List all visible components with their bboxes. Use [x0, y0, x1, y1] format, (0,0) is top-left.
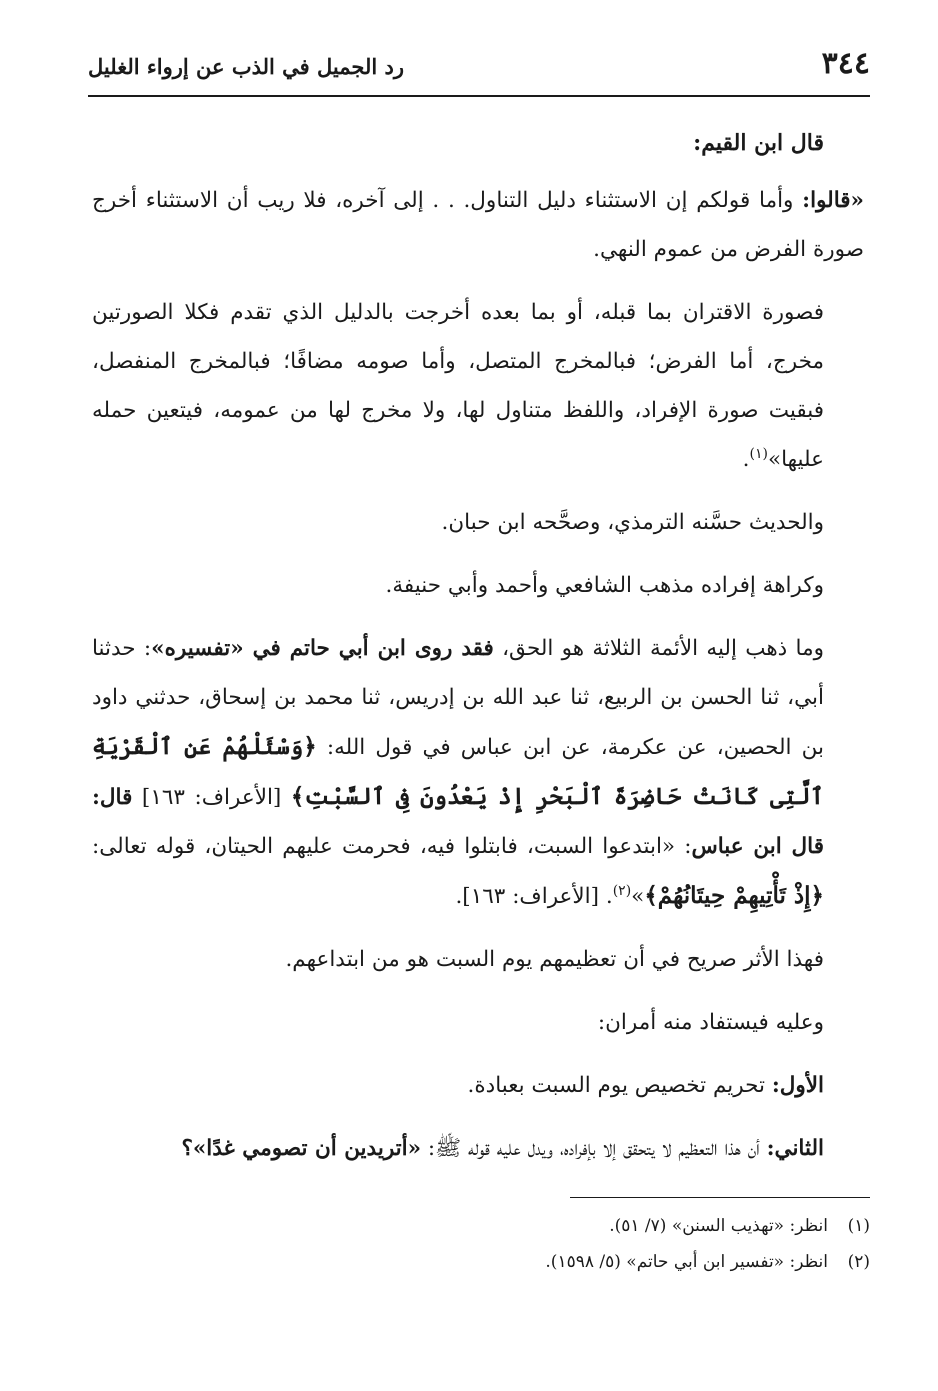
footnote-ref-1[interactable]: (١) [749, 445, 768, 462]
running-title: رد الجميل في الذب عن إرواء الغليل [88, 54, 404, 79]
paragraph-5-text-d: : «ابتدعوا السبت، فابتلوا فيه، فحرمت عليهم الحيتان، قوله تعالى: [92, 834, 692, 859]
paragraph-6: فهذا الأثر صريح في أن تعظيمهم يوم السبت هو من ابتداعهم. [285, 947, 824, 972]
footnote-2-text: انظر: «تفسير ابن أبي حاتم» (٥/ ١٥٩٨). [545, 1252, 828, 1272]
paragraph-9 [92, 1124, 864, 1173]
paragraph-8 [92, 1061, 864, 1110]
paragraph-5-bold-b: قال: قال ابن عباس [92, 785, 825, 859]
footnote-ref-2[interactable]: (٢) [612, 882, 632, 899]
footnote-divider [570, 1197, 870, 1198]
paragraph-3: والحديث حسَّنه الترمذي، وصحَّحه ابن حبان. [441, 510, 824, 535]
section-heading: قال ابن القيم: [693, 130, 824, 156]
paragraph-5 [92, 624, 864, 921]
paragraph-9-text: أن هذا التعظيم لا يتحقق إلا بإفراده، ويدل عليه قوله ﷺ: [421, 1136, 767, 1161]
paragraph-1-bold: «قالوا: [802, 188, 864, 213]
paragraph-1-text: وأما قولكم إن الاستثناء دليل التناول. . . إلى آخره، فلا ريب أن الاستثناء أخرج صورة الفرض من عموم النهي. [92, 188, 864, 262]
header-divider [88, 95, 870, 97]
footnote-2-number: (٢) [847, 1252, 870, 1272]
paragraph-5-text-c: [الأعراف: ١٦٣] [132, 785, 291, 810]
paragraph-2 [92, 288, 864, 484]
paragraph-9-bold-end: «أتريدين أن تصومي غدًا»؟ [181, 1136, 422, 1161]
footnotes [92, 1208, 870, 1280]
paragraph-2-end: . [742, 447, 750, 472]
page-number: ٣٤٤ [821, 46, 870, 81]
paragraph-5-text-f: . [الأعراف: ١٦٣]. [455, 884, 613, 909]
paragraph-8-bold: الأول: [771, 1073, 824, 1098]
paragraph-5-text-a: وما ذهب إليه الأئمة الثلاثة هو الحق، [493, 636, 824, 661]
paragraph-4: وكراهة إفراده مذهب الشافعي وأحمد وأبي حنيفة. [385, 573, 824, 598]
paragraph-5-text-e: » [631, 884, 645, 909]
footnote-1 [92, 1208, 870, 1244]
footnote-2 [92, 1244, 870, 1280]
quran-verse-2: ﴿إِذْ تَأْتِيهِمْ حِيتَانُهُمْ﴾ [644, 882, 824, 909]
paragraph-5-bold-a: فقد روى ابن أبي حاتم في «تفسيره» [151, 636, 494, 661]
footnote-1-number: (١) [847, 1216, 870, 1236]
quran-verse-1: ﴿وَسْئَلْهُمْ عَنِ ٱلْقَرْيَةِ ٱلَّتِى كَانَتْ حَاضِرَةَ ٱلْبَحْرِ إِذْ يَعْدُونَ فِى ٱلسَّبْتِ﴾ [92, 733, 824, 810]
paragraph-1 [92, 176, 864, 274]
paragraph-5-text-b: : حدثنا أبي، ثنا الحسن بن الربيع، ثنا عبد الله بن إدريس، ثنا محمد بن إسحاق، حدثني داود بن الحصين، عن عكرمة، عن ابن عباس في قول الله: [92, 636, 824, 760]
page-header [88, 44, 870, 94]
main-text [92, 118, 864, 1173]
paragraph-7: وعليه فيستفاد منه أمران: [597, 1010, 824, 1035]
paragraph-9-bold: الثاني: [766, 1136, 824, 1161]
paragraph-2-text: فصورة الاقتران بما قبله، أو بما بعده أخرجت بالدليل الذي تقدم فكلا الصورتين مخرج، أما الفرض؛ فبالمخرج المتصل، وأما صومه مضافًا؛ فبالمخرج المنفصل، فبقيت صورة الإفراد، واللفظ متناول لها، ولا مخرج لها من عمومه، فيتعين حمله عليها» [92, 300, 824, 472]
paragraph-8-text: تحريم تخصيص يوم السبت بعبادة. [467, 1073, 772, 1098]
footnote-1-text: انظر: «تهذيب السنن» (٧/ ٥١). [609, 1216, 828, 1236]
